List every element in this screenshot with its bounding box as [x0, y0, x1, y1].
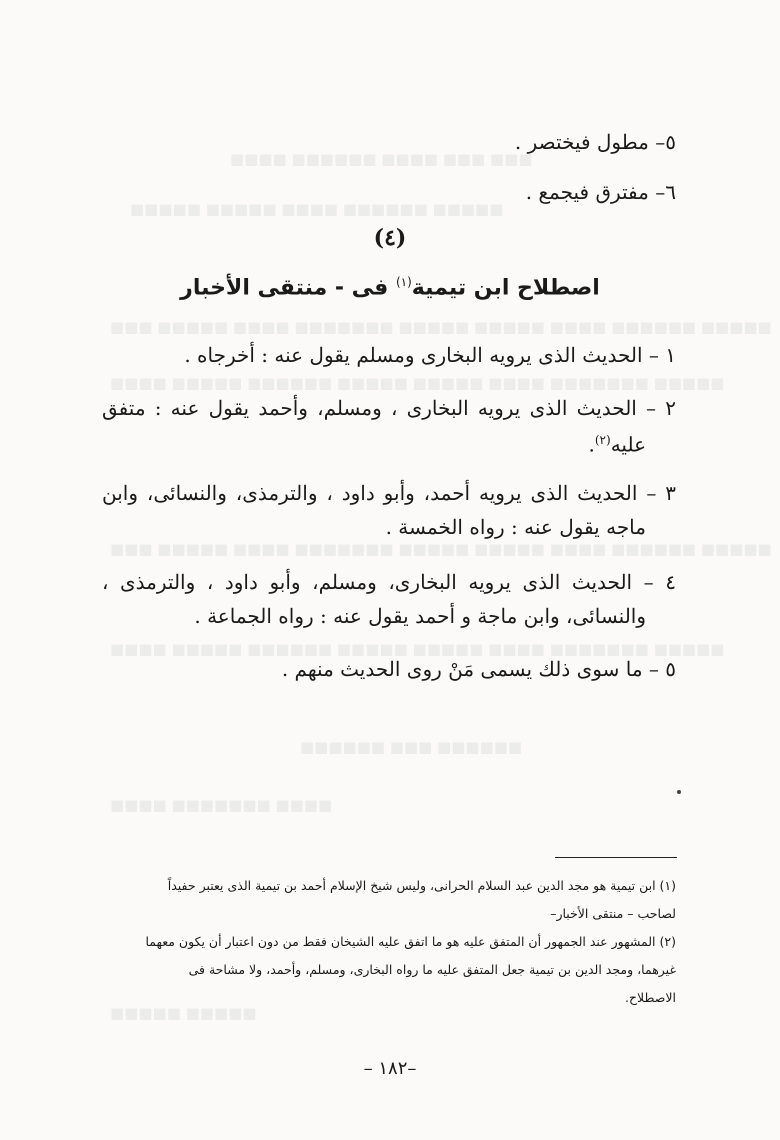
term-4-line-1: ٤ – الحديث الذى يرويه البخارى، ومسلم، وأبو داود ، والترمذى ، — [102, 570, 676, 594]
bleed-through: ■■■■■ ■■■■■■■ ■■■■ ■■■■■ ■■■■■ ■■■■■■ ■■■■■ ■■■■ — [110, 640, 725, 658]
bleed-through: ■■■■■ ■■■■■■ ■■■■ ■■■■■ ■■■■■ — [130, 200, 504, 218]
bleed-through: ■■■■■ ■■■■■■ ■■■■ ■■■■■ ■■■■■ ■■■■■■■ ■■■■ ■■■■■ ■■■ — [110, 540, 772, 558]
footnote-2-line-3: الاصطلاح. — [625, 990, 676, 1005]
term-5: ٥ – ما سوى ذلك يسمى مَنْ روى الحديث منهم . — [281, 657, 676, 681]
page-number: –١٨٢ – — [363, 1058, 417, 1079]
term-2-word: عليه — [610, 432, 646, 457]
heading-rest: فى - منتقى الأخبار — [180, 275, 396, 301]
term-2-end: . — [588, 432, 595, 457]
term-4-line-2: والنسائى، وابن ماجة و أحمد يقول عنه : رواه الجماعة . — [194, 604, 646, 628]
bleed-through: ■■■■■ ■■■■■ — [110, 1004, 257, 1022]
term-2-line-1: ٢ – الحديث الذى يرويه البخارى ، ومسلم، وأحمد يقول عنه : متفق — [102, 396, 676, 420]
term-1: ١ – الحديث الذى يرويه البخارى ومسلم يقول عنه : أخرجاه . — [184, 343, 676, 367]
footnote-2-line-2: غيرهما، ومجد الدين بن تيمية جعل المتفق عليه ما رواه البخارى، ومسلم، وأحمد، ولا مشاحة فى — [188, 962, 676, 977]
footnote-2-line-1: (٢) المشهور عند الجمهور أن المتفق عليه هو ما اتفق عليه الشيخان فقط من دون اعتبار أن يكون معهما — [145, 934, 676, 949]
term-2-line-2 — [102, 425, 646, 460]
footnote-rule — [555, 857, 677, 858]
section-heading — [0, 275, 780, 300]
bleed-through: ■■■■ ■■■■■■■ ■■■■ — [110, 796, 333, 814]
list-item-6: ٦– مفترق فيجمع . — [525, 180, 676, 204]
bleed-through: ■■■■■ ■■■■■■■ ■■■■ ■■■■■ ■■■■■ ■■■■■■ ■■■■■ ■■■■ — [110, 374, 725, 392]
list-item-5: ٥– مطول فيختصر . — [514, 130, 676, 154]
bleed-through: ■■■ ■■■ ■■■■ ■■■■■■ ■■■■ — [230, 150, 533, 168]
term-3-line-2: ماجه يقول عنه : رواه الخمسة . — [385, 515, 646, 539]
footnote-1-line-1: (١) ابن تيمية هو مجد الدين عبد السلام الحرانى، وليس شيخ الإسلام أحمد بن تيمية الذى يعتبر حفيداً — [167, 878, 676, 893]
footnote-1-line-2: لصاحب – منتقى الأخبار– — [550, 906, 676, 921]
bleed-through: ■■■■■ ■■■■■■ ■■■■ ■■■■■ ■■■■■ ■■■■■■■ ■■■■ ■■■■■ ■■■ — [110, 318, 772, 336]
section-number: (٤) — [373, 225, 407, 251]
footnote-ref-1: (١) — [395, 275, 412, 289]
ink-speck — [677, 790, 681, 794]
footnote-ref-2: (٢) — [594, 433, 611, 447]
term-3-line-1: ٣ – الحديث الذى يرويه أحمد، وأبو داود ، والترمذى، والنسائى، وابن — [102, 481, 676, 505]
heading-text: اصطلاح ابن تيمية — [411, 275, 600, 301]
bleed-through: ■■■■■■ ■■■ ■■■■■■ — [300, 738, 523, 756]
